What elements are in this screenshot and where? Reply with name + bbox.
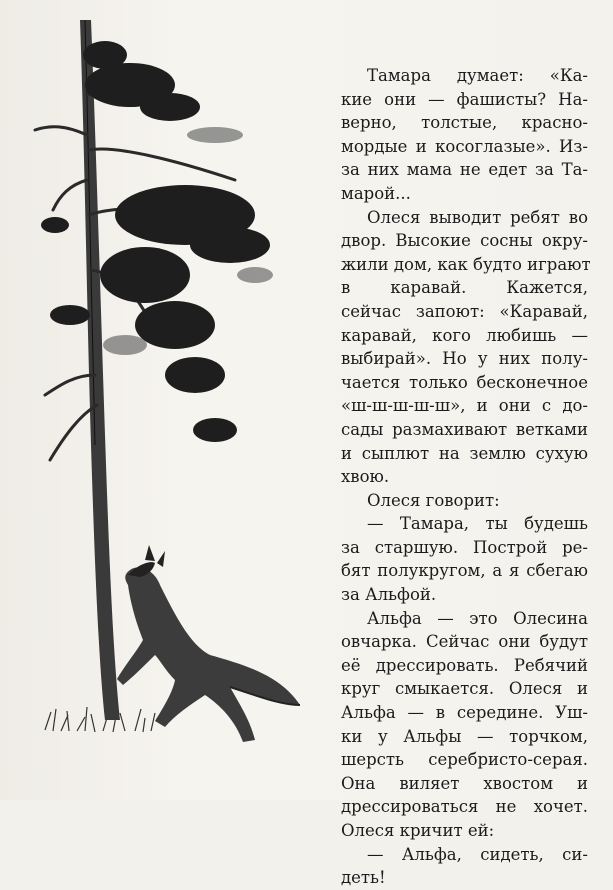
dog-illustration [117,545,300,742]
text-line: Олеся кричит ей: [341,821,495,840]
text-line: выбирай». Но у них полу- [341,349,588,369]
grass-illustration [45,707,155,732]
text-line: Олеся выводит ребят во [367,207,588,227]
text-line: в каравай. Кажется, [341,278,588,298]
text-line: верно, толстые, красно- [341,113,588,133]
text-line: круг смыкается. Олеся и [341,679,588,699]
text-line: бят полукругом, а я сбегаю [341,561,588,581]
text-line: за Альфой. [341,585,437,605]
text-line: мордые и косоглазые». Из- [341,136,588,156]
text-line: кие они — фашисты? На- [341,89,588,109]
text-line: овчарка. Сейчас они будут [341,632,588,652]
text-line: марой... [341,183,411,203]
text-line: Олеся говорит: [367,490,500,510]
text-line: сады размахивают ветками [341,419,588,439]
text-line: дрессироваться не хочет. [341,797,588,817]
text-line: её дрессировать. Ребячий [341,655,588,675]
text-line: и сыплют на землю сухую [341,443,588,463]
text-line: двор. Высокие сосны окру- [341,231,588,251]
text-line: ки у Альфы — торчком, [341,726,588,746]
pine-trunk [80,20,120,720]
text-line: «ш-ш-ш-ш-ш», и они с до- [341,396,588,416]
text-line: — Тамара, ты будешь [367,514,588,534]
text-line: чается только бесконечное [341,372,588,392]
pine-tree-and-dog-illustration [25,15,325,755]
text-line: хвою. [341,467,390,487]
text-line: за старшую. Построй ре- [341,537,588,557]
text-line: сейчас запоют: «Каравай, [341,301,588,321]
text-line: шерсть серебристо-серая. [341,750,588,770]
text-line: Она виляет хвостом и [341,773,588,793]
text-line: Альфа — в середине. Уш- [341,703,588,723]
text-line: каравай, кого любишь — [341,325,588,345]
text-line: Альфа — это Олесина [367,608,588,628]
text-line: жили дом, как будто играют [341,254,591,274]
text-line: Тамара думает: «Ка- [367,66,588,85]
text-line: деть! [341,868,386,888]
story-text-column [341,64,591,890]
text-line: — Альфа, сидеть, си- [367,844,588,864]
text-line: за них мама не едет за Та- [341,160,588,180]
